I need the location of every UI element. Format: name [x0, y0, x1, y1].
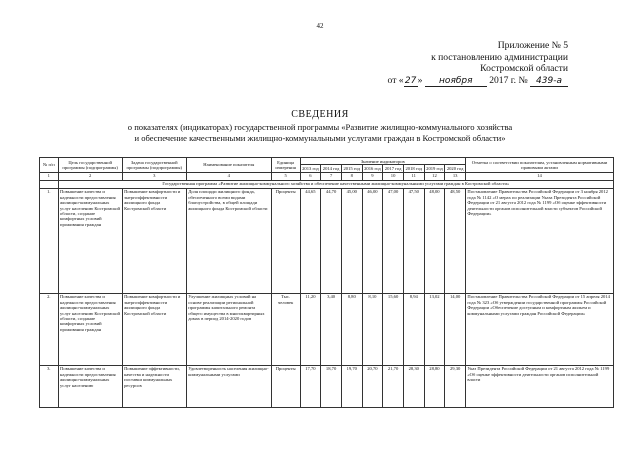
- row-value: 48,50: [445, 188, 466, 293]
- table-row: [40, 365, 614, 407]
- column-number: 4: [186, 172, 271, 180]
- header-compliance: Отметка о соответствии показателям, установленным нормативными правовыми актами: [465, 158, 613, 173]
- table-row: [40, 188, 614, 293]
- column-number: 6: [300, 172, 321, 180]
- row-unit: Проценты: [271, 365, 300, 407]
- row-value: 19,70: [341, 365, 362, 407]
- header-year: 2015 год: [341, 165, 362, 172]
- page-number: 42: [316, 22, 324, 30]
- header-indicator: Наименование показателя: [186, 158, 271, 173]
- row-value: 48,00: [424, 188, 445, 293]
- row-value: 8,80: [341, 293, 362, 365]
- row-unit: Проценты: [271, 188, 300, 293]
- column-number-row: [40, 172, 614, 180]
- row-unit: Тыс. человек: [271, 293, 300, 365]
- column-number: 11: [403, 172, 424, 180]
- row-value: 45,00: [341, 188, 362, 293]
- row-indicator: Улучшение жилищных условий на основе реализации региональной программы капитального ремонта общего имущества в многоквартирных домах в период 2014-2020 годов: [186, 293, 271, 365]
- row-value: 13,02: [424, 293, 445, 365]
- appendix-line-1: Приложение № 5: [497, 40, 568, 51]
- row-value: 21,70: [383, 365, 404, 407]
- table-header-row: [40, 158, 614, 165]
- date-day: 27: [404, 75, 417, 86]
- row-num: 2.: [40, 293, 59, 365]
- empty-cell: [40, 180, 59, 188]
- row-compliance: Постановление Правительства Российской Федерации от 3 ноября 2012 года № 1142 «О мерах по реализации Указа Президента Российской Федерации от 21 августа 2012 года № 1199 «Об оценке эффективности деятельности органов исполнительной власти субъектов Российской Федерации»: [465, 188, 613, 293]
- row-value: 29,30: [445, 365, 466, 407]
- row-value: 28,30: [403, 365, 424, 407]
- document-subtitle: [20, 122, 620, 144]
- row-value: 15,60: [383, 293, 404, 365]
- column-number: 7: [321, 172, 342, 180]
- row-indicator: Доля площади жилищного фонда, обеспеченного всеми видами благоустройства, в общей площади жилищного фонда Костромской области: [186, 188, 271, 293]
- row-value: 28,80: [424, 365, 445, 407]
- subtitle-line-2: и обеспечение качественными жилищно-коммунальными услугами граждан в Костромской области»: [134, 133, 506, 143]
- document-title: СВЕДЕНИЯ: [291, 109, 349, 120]
- row-compliance: Постановление Правительства Российской Федерации от 15 апреля 2014 года № 323 «Об утверждении государственной программы Российской Федерации «Обеспечение доступным и комфортным жильем и коммунальными услугами граждан Российской Федерации»: [465, 293, 613, 365]
- row-task: Повышение комфортности и энергоэффективности жилищного фонда Костромской области: [122, 293, 186, 365]
- row-num: 3.: [40, 365, 59, 407]
- header-year: 2013 год: [300, 165, 321, 172]
- row-value: 18,70: [321, 365, 342, 407]
- row-value: 17,70: [300, 365, 321, 407]
- row-indicator: Удовлетворенность населения жилищно-коммунальными услугами: [186, 365, 271, 407]
- appendix-date-line: [388, 75, 568, 87]
- row-value: 11,20: [300, 293, 321, 365]
- column-number: 10: [383, 172, 404, 180]
- header-year: 2017 год: [383, 165, 404, 172]
- header-year: 2020 год: [445, 165, 466, 172]
- header-num: № п/п: [40, 158, 59, 173]
- row-value: 47,00: [383, 188, 404, 293]
- row-value: 47,50: [403, 188, 424, 293]
- column-number: 12: [424, 172, 445, 180]
- appendix-line-2: к постановлению администрации: [431, 51, 568, 63]
- row-task: Повышение эффективности, качества и надежности поставки коммунальных ресурсов: [122, 365, 186, 407]
- column-number: 14: [465, 172, 613, 180]
- document-number: 439-а: [530, 77, 568, 87]
- program-title: Государственная программа «Развитие жилищно-коммунального хозяйства и обеспечение качественными жилищно-коммунальными услугами граждан в Костромской области»: [58, 180, 613, 188]
- header-year: 2019 год: [424, 165, 445, 172]
- date-month: ноября: [425, 77, 487, 87]
- column-number: 1: [40, 172, 59, 180]
- row-goal: Повышение качества и надежности предоставления жилищно-коммунальных услуг населению: [58, 365, 122, 407]
- column-number: 3: [122, 172, 186, 180]
- date-prefix: от «: [387, 74, 404, 86]
- header-values: Значение индикаторов: [300, 158, 465, 165]
- row-task: Повышение комфортности и энергоэффективности жилищного фонда Костромской области: [122, 188, 186, 293]
- row-value: 46,00: [362, 188, 383, 293]
- program-title-row: [40, 180, 614, 188]
- header-unit: Единица измерения: [271, 158, 300, 173]
- header-task: Задача государственной программы (подпрограммы): [122, 158, 186, 173]
- column-number: 2: [58, 172, 122, 180]
- column-number: 13: [445, 172, 466, 180]
- row-value: 44,65: [300, 188, 321, 293]
- column-number: 5: [271, 172, 300, 180]
- header-year: 2016 год: [362, 165, 383, 172]
- row-num: 1.: [40, 188, 59, 293]
- header-goal: Цель государственной программы (подпрограммы): [58, 158, 122, 173]
- date-year: 2017 г. №: [489, 74, 528, 86]
- appendix-block: [388, 40, 568, 87]
- row-value: 3,40: [321, 293, 342, 365]
- row-value: 20,70: [362, 365, 383, 407]
- column-number: 9: [362, 172, 383, 180]
- row-compliance: Указ Президента Российской Федерации от 21 августа 2012 года № 1199 «Об оценке эффективности деятельности органов исполнительной власти: [465, 365, 613, 407]
- row-value: 8,94: [403, 293, 424, 365]
- subtitle-line-1: о показателях (индикаторах) государственной программы «Развитие жилищно-коммунального хозяйства: [127, 122, 513, 132]
- appendix-line-3: Костромской области: [480, 63, 568, 74]
- table-row: [40, 293, 614, 365]
- row-value: 8,10: [362, 293, 383, 365]
- date-day-close: »: [417, 74, 423, 86]
- row-value: 44,70: [321, 188, 342, 293]
- header-year: 2014 год: [321, 165, 342, 172]
- row-goal: Повышение качества и надежности предоставления жилищно-коммунальных услуг населению Костромской области, создание комфортных условий проживания граждан: [58, 188, 122, 293]
- indicators-table: [39, 157, 614, 408]
- column-number: 8: [341, 172, 362, 180]
- row-goal: Повышение качества и надежности предоставления жилищно-коммунальных услуг населению Костромской области, создание комфортных условий проживания граждан: [58, 293, 122, 365]
- header-year: 2018 год: [403, 165, 424, 172]
- row-value: 14,00: [445, 293, 466, 365]
